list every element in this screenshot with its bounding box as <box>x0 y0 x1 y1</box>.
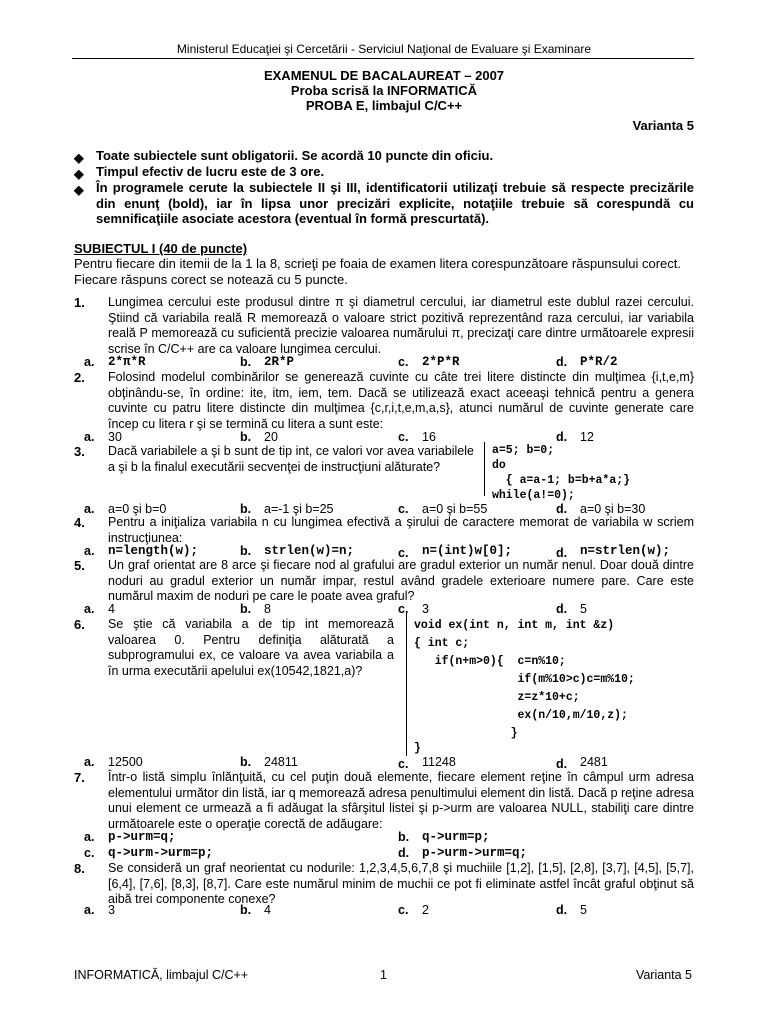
option-letter: d. <box>556 430 568 444</box>
ministry-header: Ministerul Educaţiei şi Cercetării - Serviciul Naţional de Evaluare şi Examinare <box>176 42 592 56</box>
option-letter: d. <box>556 355 568 369</box>
header-rule <box>72 58 694 59</box>
code-divider <box>484 442 485 496</box>
option-letter: a. <box>84 602 95 616</box>
option-value: 20 <box>264 430 278 444</box>
page-number: 1 <box>380 968 387 982</box>
option-value: p->urm->urm=q; <box>422 846 528 860</box>
code-line: if(m%10>c)c=m%10; <box>414 673 635 686</box>
question-number: 8. <box>74 861 85 876</box>
option-value: 2R*P <box>264 355 295 369</box>
option-value: 2*π*R <box>108 355 146 369</box>
bullet-icon: ◆ <box>74 183 84 197</box>
question-number: 5. <box>74 558 85 573</box>
option-letter: d. <box>556 602 568 616</box>
option-letter: c. <box>398 430 409 444</box>
question-number: 6. <box>74 617 85 632</box>
option-letter: b. <box>240 502 252 516</box>
code-line: if(n+m>0){ c=n%10; <box>414 655 566 668</box>
option-value: P*R/2 <box>580 355 618 369</box>
section-intro: Pentru fiecare din itemii de la 1 la 8, scrieţi pe foaia de examen litera corespunzătoare răspunsului corect. Fiecare răspuns corect se notează cu 5 puncte. <box>74 256 681 287</box>
code-line: } <box>414 727 518 740</box>
option-letter: a. <box>84 355 95 369</box>
question-number: 7. <box>74 770 85 785</box>
option-letter: a. <box>84 755 95 769</box>
option-letter: c. <box>398 546 409 560</box>
question-text: Dacă variabilele a şi b sunt de tip int, ce valori vor avea variabilele a şi b la finalul executării secvenţei de instrucţiuni alăturate? <box>108 444 474 474</box>
option-value: n=(int)w[0]; <box>422 544 513 558</box>
option-value: 4 <box>264 903 271 917</box>
option-letter: a. <box>84 544 95 558</box>
option-letter: c. <box>398 502 409 516</box>
option-value: q->urm->urm=p; <box>108 846 214 860</box>
option-value: n=length(w); <box>108 544 199 558</box>
code-line: a=5; b=0; <box>492 444 555 457</box>
option-value: 8 <box>264 602 271 616</box>
option-value: 4 <box>108 602 115 616</box>
option-letter: d. <box>556 903 568 917</box>
option-letter: b. <box>240 602 252 616</box>
option-value: 5 <box>580 602 587 616</box>
option-letter: a. <box>84 430 95 444</box>
question-number: 3. <box>74 444 85 459</box>
option-value: n=strlen(w); <box>580 544 671 558</box>
option-value: 3 <box>108 903 115 917</box>
footer-subject: INFORMATICĂ, limbajul C/C++ <box>74 968 249 982</box>
code-divider <box>406 613 407 756</box>
code-line: { a=a-1; b=b+a*a;} <box>492 474 631 487</box>
option-value: p->urm=q; <box>108 830 176 844</box>
option-letter: c. <box>398 355 409 369</box>
code-line: z=z*10+c; <box>414 691 580 704</box>
option-letter: d. <box>556 757 568 771</box>
question-text: Se consideră un graf neorientat cu nodurile: 1,2,3,4,5,6,7,8 şi muchiile [1,2], [1,5], [2,8], [3,7], [4,5], [5,7], [6,4], [7,6], [8,3], [8,7]. Care este numărul minim de muchii ce pot fi eliminate astfel încât graful obţinut să aibă trei componente conexe? <box>108 861 694 906</box>
question-text: Se ştie că variabila a de tip int memorează valoarea 0. Pentru definiţia alăturată a subprogramului ex, ce valoare va avea variabila a în urma executării apelului ex(10542,1821,a)? <box>108 617 394 678</box>
option-letter: b. <box>240 903 252 917</box>
option-letter: a. <box>84 830 95 844</box>
option-value: 16 <box>422 430 436 444</box>
option-letter: b. <box>240 430 252 444</box>
rule-text: Toate subiectele sunt obligatorii. Se acordă 10 puncte din oficiu. <box>96 148 494 163</box>
code-line: { int c; <box>414 637 470 650</box>
option-value: 2481 <box>580 755 608 769</box>
exam-proba: PROBA E, limbajul C/C++ <box>305 98 463 113</box>
footer-variant: Varianta 5 <box>635 968 692 982</box>
option-letter: a. <box>84 502 95 516</box>
option-value: strlen(w)=n; <box>264 544 355 558</box>
question-number: 1. <box>74 295 85 310</box>
option-value: 12 <box>580 430 594 444</box>
exam-title: EXAMENUL DE BACALAUREAT – 2007 <box>263 68 505 83</box>
option-letter: b. <box>398 830 410 844</box>
option-value: 3 <box>422 602 429 616</box>
option-value: q->urm=p; <box>422 830 490 844</box>
option-letter: d. <box>556 502 568 516</box>
option-value: 12500 <box>108 755 143 769</box>
option-letter: c. <box>398 903 409 917</box>
question-text: Într-o listă simplu înlănţuită, cu cel puţin două elemente, fiecare element reţine în câmpul urm adresa elementului următor din listă, iar q memorează adresa penultimului element din listă. Dacă p reţine adresa unui element ce urmează a fi adăugat la sfârşitul listei şi p->urm are valoarea NULL, stabiliţi care dintre următoarele este o operaţie corectă de adăugare: <box>108 770 694 831</box>
question-text: Pentru a iniţializa variabila n cu lungimea efectivă a şirului de caractere memorat de variabila w scriem instrucţiunea: <box>108 515 694 545</box>
bullet-icon: ◆ <box>74 167 84 181</box>
variant-label: Varianta 5 <box>632 118 694 133</box>
option-letter: c. <box>84 846 95 860</box>
option-letter: d. <box>556 546 568 560</box>
code-line: do <box>492 459 506 472</box>
option-letter: c. <box>398 757 409 771</box>
option-letter: d. <box>398 846 410 860</box>
option-value: 11248 <box>422 755 456 769</box>
option-letter: a. <box>84 903 95 917</box>
rule-text: Timpul efectiv de lucru este de 3 ore. <box>96 164 325 179</box>
option-value: 24811 <box>264 755 298 769</box>
code-line: } <box>414 742 421 755</box>
question-text: Un graf orientat are 8 arce şi fiecare nod al grafului are gradul exterior un număr nenul. Doar două dintre noduri au gradul exterior un număr impar, restul având gradele exterioare numere pare. Care este numărul maxim de noduri pe care le poate avea graful? <box>108 558 694 603</box>
option-value: a=0 şi b=30 <box>580 502 646 516</box>
code-line: ex(n/10,m/10,z); <box>414 709 628 722</box>
question-number: 2. <box>74 370 85 385</box>
question-text: Lungimea cercului este produsul dintre π şi diametrul cercului, iar diametrul este dublul razei cercului. Ştiind că variabila reală R memorează o valoare strict pozitivă reprezentând raza cercului, iar variabila reală P memorează cu suficientă precizie valoarea numărului π, precizaţi care dintre următoarele expresii scrise în C/C++ are ca valoare lungimea cercului. <box>108 295 694 356</box>
option-letter: b. <box>240 355 252 369</box>
option-value: 30 <box>108 430 122 444</box>
question-number: 4. <box>74 515 85 530</box>
exam-subtitle: Proba scrisă la INFORMATICĂ <box>290 83 478 98</box>
code-line: void ex(int n, int m, int &z) <box>414 619 615 632</box>
section-heading: SUBIECTUL I (40 de puncte) <box>74 241 248 256</box>
bullet-icon: ◆ <box>74 151 84 165</box>
rule-text: În programele cerute la subiectele II şi III, identificatorii utilizaţi trebuie să respecte precizările din enunţ (bold), iar în lipsa unor precizări explicite, notaţiile trebuie să corespundă cu semnificaţiile asociate acestora (eventual în formă prescurtată). <box>96 180 694 226</box>
option-value: a=0 şi b=0 <box>108 502 167 516</box>
question-text: Folosind modelul combinărilor se generează cuvinte cu câte trei litere distincte din mulţimea {i,t,e,m} obţinându-se, în ordine: ite, itm, iem, tem. Dacă se utilizează exact aceeaşi tehnică pentru a genera cuvinte cu patru litere distincte din mulţimea {c,r,i,t,e,m,a,s}, atunci numărul de cuvinte generate care încep cu litera r şi se termină cu litera a sunt este: <box>108 370 694 431</box>
option-letter: b. <box>240 755 252 769</box>
option-value: 2*P*R <box>422 355 460 369</box>
code-line: while(a!=0); <box>492 489 575 502</box>
option-letter: b. <box>240 544 252 558</box>
option-letter: c. <box>398 602 409 616</box>
option-value: 5 <box>580 903 587 917</box>
option-value: a=0 şi b=55 <box>422 502 488 516</box>
option-value: a=-1 şi b=25 <box>264 502 334 516</box>
option-value: 2 <box>422 903 429 917</box>
